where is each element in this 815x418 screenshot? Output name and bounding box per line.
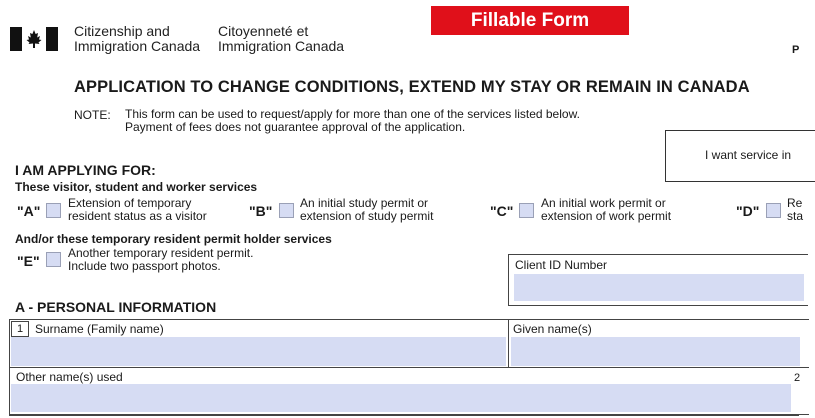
edge-page-letter: P xyxy=(792,44,800,56)
option-d-label-line-2: sta xyxy=(787,209,804,223)
item-number-badge: 1 xyxy=(11,321,29,337)
note-line-2: Payment of fees does not guarantee approval of the application. xyxy=(125,120,466,134)
option-c-label-line-1: An initial work permit or xyxy=(541,196,666,210)
department-name-fr-line1: Citoyenneté et xyxy=(218,23,309,39)
option-c-label-line-2: extension of work permit xyxy=(541,209,672,223)
form-title: APPLICATION TO CHANGE CONDITIONS, EXTEND MY STAY OR REMAIN IN CANADA xyxy=(74,78,750,96)
department-name-en-line2: Immigration Canada xyxy=(74,38,201,54)
personal-information-heading: A - PERSONAL INFORMATION xyxy=(15,299,217,315)
given-name-input[interactable] xyxy=(511,337,800,366)
option-d-label-line-1: Re xyxy=(787,196,803,210)
visitor-services-heading: These visitor, student and worker services xyxy=(15,180,258,194)
option-b-label-line-1: An initial study permit or xyxy=(300,196,429,210)
option-d-label xyxy=(787,196,804,223)
edge-item-mark: 2 xyxy=(794,372,801,384)
department-name-en xyxy=(74,24,200,54)
option-d-checkbox[interactable] xyxy=(766,203,781,218)
option-b-letter: "B" xyxy=(249,203,273,219)
surname-label: Surname (Family name) xyxy=(35,322,164,336)
option-a-label-line-2: resident status as a visitor xyxy=(68,209,207,223)
given-name-label: Given name(s) xyxy=(513,322,592,336)
department-name-fr xyxy=(218,24,344,54)
trp-services-heading: And/or these temporary resident permit holder services xyxy=(15,232,332,246)
option-a-label xyxy=(68,197,207,223)
department-name-en-line1: Citizenship and xyxy=(74,23,170,39)
option-e-checkbox[interactable] xyxy=(46,252,61,267)
applying-for-heading: I AM APPLYING FOR: xyxy=(15,162,156,178)
fillable-form-badge: Fillable Form xyxy=(431,6,629,35)
option-e-label xyxy=(68,247,253,273)
option-c-checkbox[interactable] xyxy=(519,203,534,218)
option-b-label xyxy=(300,197,433,223)
other-names-label: Other name(s) used xyxy=(16,370,123,384)
canada-flag-icon xyxy=(10,27,58,51)
option-b-label-line-2: extension of study permit xyxy=(300,209,434,223)
option-d-letter: "D" xyxy=(736,203,760,219)
note-label: NOTE: xyxy=(74,108,111,122)
other-names-input[interactable] xyxy=(11,384,791,412)
client-id-label: Client ID Number xyxy=(515,258,608,272)
next-row-border xyxy=(9,414,809,418)
option-e-letter: "E" xyxy=(17,253,40,269)
option-e-label-line-1: Another temporary resident permit. xyxy=(68,246,254,260)
option-a-checkbox[interactable] xyxy=(46,203,61,218)
option-b-checkbox[interactable] xyxy=(279,203,294,218)
surname-input[interactable] xyxy=(11,337,506,366)
option-c-letter: "C" xyxy=(490,203,514,219)
option-e-label-line-2: Include two passport photos. xyxy=(68,259,221,273)
note-line-1: This form can be used to request/apply for more than one of the services listed below. xyxy=(125,107,580,121)
client-id-input[interactable] xyxy=(514,274,804,301)
option-a-letter: "A" xyxy=(17,203,41,219)
name-row-divider xyxy=(508,319,509,368)
service-language-label: I want service in xyxy=(705,148,792,162)
option-c-label xyxy=(541,197,671,223)
note-text xyxy=(125,108,580,134)
department-name-fr-line2: Immigration Canada xyxy=(218,38,345,54)
option-a-label-line-1: Extension of temporary xyxy=(68,196,192,210)
